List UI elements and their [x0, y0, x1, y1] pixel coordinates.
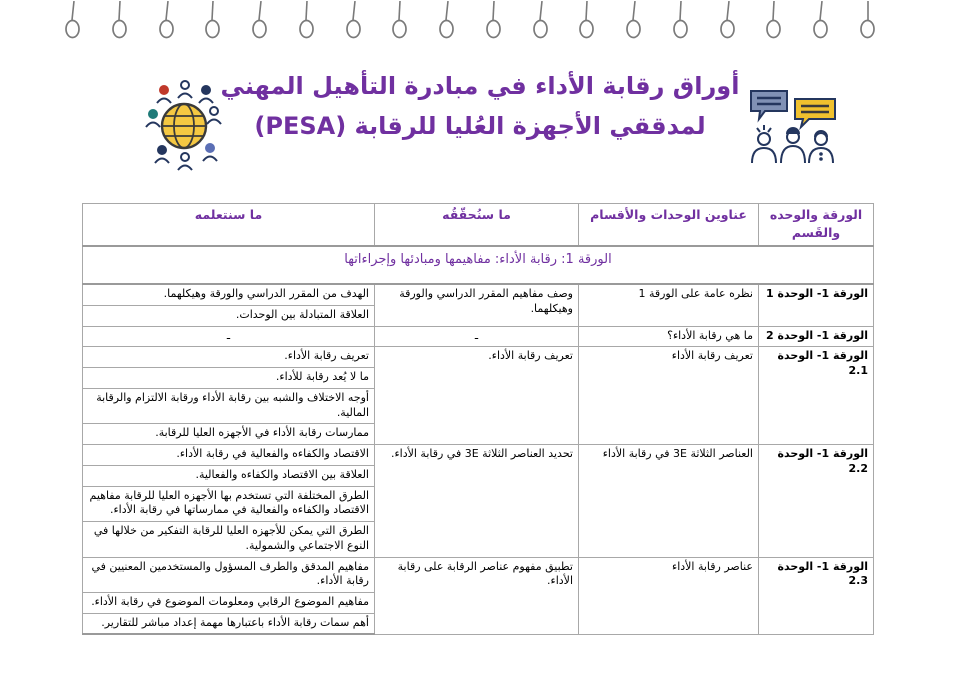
unit-cell: الورقة 1- الوحدة 2 [759, 326, 874, 347]
table-row [83, 326, 874, 347]
binder-ring-icon [298, 1, 315, 41]
header-unit: الورقة والوحده والقَسم [759, 204, 874, 247]
module-title-cell: العناصر الثلاثة 3E في رقابة الأداء [579, 445, 759, 557]
achieve-cell: تحديد العناصر الثلاثة 3E في رقابة الأداء. [375, 445, 579, 557]
binder-ring-icon [765, 1, 782, 41]
binder-ring-icon [391, 1, 408, 41]
binder-ring-icon [625, 1, 642, 41]
header-achieve: ما سنُحقّقُه [375, 204, 579, 247]
unit-cell: الورقة 1- الوحدة 2.1 [759, 347, 874, 445]
learn-item-cell: الهدف من المقرر الدراسي والورقة وهيكلهما. [83, 284, 375, 305]
module-title-cell: نظره عامة على الورقة 1 [579, 284, 759, 326]
course-outline-table [82, 203, 874, 635]
learn-item-cell: العلاقة المتبادلة بين الوحدات. [83, 305, 375, 326]
header-titles: عناوين الوحدات والأقسام [579, 204, 759, 247]
binder-ring-icon [485, 1, 502, 41]
page-title-line2: لمدققي الأجهزة العُليا للرقابة (PESA) [254, 112, 706, 140]
discussion-bubbles-icon [748, 86, 838, 164]
learn-item-cell: أهم سمات رقابة الأداء باعتبارها مهمة إعداد مباشر للتقارير. [83, 613, 375, 634]
binder-ring-icon [859, 1, 876, 41]
module-title-cell: ما هي رقابة الأداء؟ [579, 326, 759, 347]
page-title-line1: أوراق رقابة الأداء في مبادرة التأهيل المهني [220, 72, 740, 100]
module-title-cell: تعريف رقابة الأداء [579, 347, 759, 445]
learn-item-cell: تعريف رقابة الأداء. [83, 347, 375, 368]
binder-ring-icon [64, 1, 81, 41]
learn-item-cell: الطرق المختلفة التي تستخدم بها الأجهزه العليا للرقابة مفاهيم الاقتصاد والكفاءه والفعالية في ممارساتها في رقابة الأداء. [83, 486, 375, 521]
table-row [83, 284, 874, 305]
section-header-cell: الورقة 1: رقابة الأداء: مفاهيمها ومبادئها وإجراءاتها [83, 246, 874, 284]
achieve-cell: تطبيق مفهوم عناصر الرقابة على رقابة الأداء. [375, 557, 579, 634]
learn-item-cell: ما لا يُعد رقابة للأداء. [83, 368, 375, 389]
learn-item-cell: الاقتصاد والكفاءه والفعالية في رقابة الأداء. [83, 445, 375, 466]
table-row [83, 557, 874, 592]
learn-item-cell: مفاهيم المدقق والطرف المسؤول والمستخدمين المعنيين في رقابة الأداء. [83, 557, 375, 592]
learn-item-cell: أوجه الاختلاف والشبه بين رقابة الأداء ورقابة الالتزام والرقابة المالية. [83, 388, 375, 423]
binder-ring-icon [672, 1, 689, 41]
learn-item-cell: الطرق التي يمكن للأجهزه العليا للرقابة التفكير من خلالها في النوع الاجتماعي والشمولية. [83, 522, 375, 557]
achieve-cell: ـ [375, 326, 579, 347]
binder-ring-icon [812, 1, 829, 41]
section-header-row [83, 246, 874, 284]
binder-ring-icon [532, 1, 549, 41]
table-row [83, 445, 874, 466]
learn-item-cell: مفاهيم الموضوع الرقابي ومعلومات الموضوع في رقابة الأداء. [83, 593, 375, 614]
binder-ring-icon [438, 1, 455, 41]
achieve-cell: وصف مفاهيم المقرر الدراسي والورقة وهيكلهما. [375, 284, 579, 326]
binder-ring-icon [111, 1, 128, 41]
learn-item-cell: ـ [83, 326, 375, 347]
binder-ring-icon [345, 1, 362, 41]
unit-cell: الورقة 1- الوحدة 2.2 [759, 445, 874, 557]
learn-item-cell: ممارسات رقابة الأداء في الأجهزه العليا للرقابة. [83, 424, 375, 445]
achieve-cell: تعريف رقابة الأداء. [375, 347, 579, 445]
binder-ring-icon [204, 1, 221, 41]
table-header-row [83, 204, 874, 247]
binder-ring-icon [158, 1, 175, 41]
table-row [83, 347, 874, 368]
binder-ring-icon [251, 1, 268, 41]
learn-item-cell: العلاقة بين الاقتصاد والكفاءه والفعالية. [83, 465, 375, 486]
binder-ring-icon [578, 1, 595, 41]
unit-cell: الورقة 1- الوحدة 1 [759, 284, 874, 326]
binder-ring-icon [719, 1, 736, 41]
module-title-cell: عناصر رقابة الأداء [579, 557, 759, 634]
binder-ring-row [64, 1, 876, 41]
unit-cell: الورقة 1- الوحدة 2.3 [759, 557, 874, 634]
header-learn: ما سنتعلمه [83, 204, 375, 247]
page-title [210, 66, 750, 146]
